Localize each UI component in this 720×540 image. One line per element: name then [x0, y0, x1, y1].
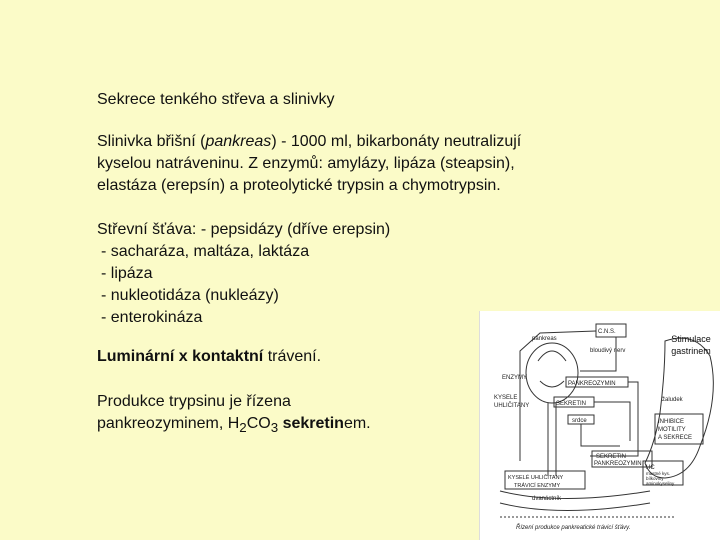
intestinal-juice-head: Střevní šťáva: - pepsidázy (dříve erepsin): [97, 221, 391, 238]
stomach-outline: [645, 338, 713, 478]
label-zaludek: žaludek: [662, 397, 683, 403]
intestinal-juice-list: [97, 219, 390, 329]
label-cns: C.N.S.: [598, 329, 616, 335]
stimulus-label: Stimulace gastrinem: [671, 334, 711, 356]
pancreas-line-1: Slinivka břišní (pankreas) - 1000 ml, bikarbonáty neutralizují: [97, 133, 522, 150]
pancreas-line-3: elastáza (erepsín) a proteolytické trypsin a chymotrypsin.: [97, 177, 501, 194]
label-kysele-uhl: KYSELÉ UHLIČITANY: [508, 475, 564, 481]
diagram-caption: Řízení produkce pankreatické trávicí šťávy.: [516, 525, 631, 531]
list-item: - enterokináza: [101, 309, 203, 326]
label-srdce: srdce: [572, 418, 587, 424]
label-a-sekrece: A SEKRECE: [658, 435, 693, 441]
label-vagus: bloudivý nerv: [590, 348, 626, 354]
label-pankreas: pankreas: [532, 336, 557, 342]
production-line-2: pankreozyminem, $H_2CO_3$ sekretinem.: [97, 415, 371, 436]
production-paragraph: [97, 391, 371, 439]
slide-title: Sekrece tenkého střeva a slinivky: [97, 91, 335, 108]
pancreas-paragraph: [97, 131, 521, 197]
digestion-bold: Luminární x kontaktní: [97, 348, 264, 365]
label-pankreozymin: PANKREOZYMIN: [568, 381, 616, 387]
pancreas-italic-term: pankreas: [205, 133, 272, 150]
label-sekretin: SEKRETIN: [556, 401, 587, 407]
label-sekretin-2: SEKRETIN: [596, 454, 627, 460]
production-line-1: Produkce trypsinu je řízena: [97, 393, 291, 410]
list-item: - nukleotidáza (nukleázy): [101, 287, 279, 304]
label-motility: MOTILITY: [658, 427, 686, 433]
label-dvanactnik: dvanáctník: [532, 496, 562, 502]
label-mastne: mastné kys.: [646, 471, 671, 476]
digestion-line: Luminární x kontaktní trávení.: [97, 348, 322, 365]
pancreas-outline: [526, 343, 578, 403]
label-pankreozymin-2: PANKREOZYMIN: [594, 461, 642, 467]
label-travici: TRÁVICÍ ENZYMY: [514, 483, 561, 489]
label-bilkoviny: bílkoviny: [646, 476, 664, 481]
pancreas-line-2: kyselou natráveninu. Z enzymů: amylázy, lipáza (steapsin),: [97, 155, 515, 172]
label-aminokyseliny: aminokyseliny: [646, 481, 675, 486]
label-kysele: KYSELE: [494, 395, 518, 401]
label-enzymy: ENZYMY: [502, 375, 528, 381]
list-item: - lipáza: [101, 265, 153, 282]
label-uhlicitany: UHLIČITANY: [494, 403, 530, 409]
label-hc: HC: [646, 465, 655, 471]
label-inhibice: INHIBICE: [658, 419, 685, 425]
list-item: - sacharáza, maltáza, laktáza: [101, 243, 310, 260]
